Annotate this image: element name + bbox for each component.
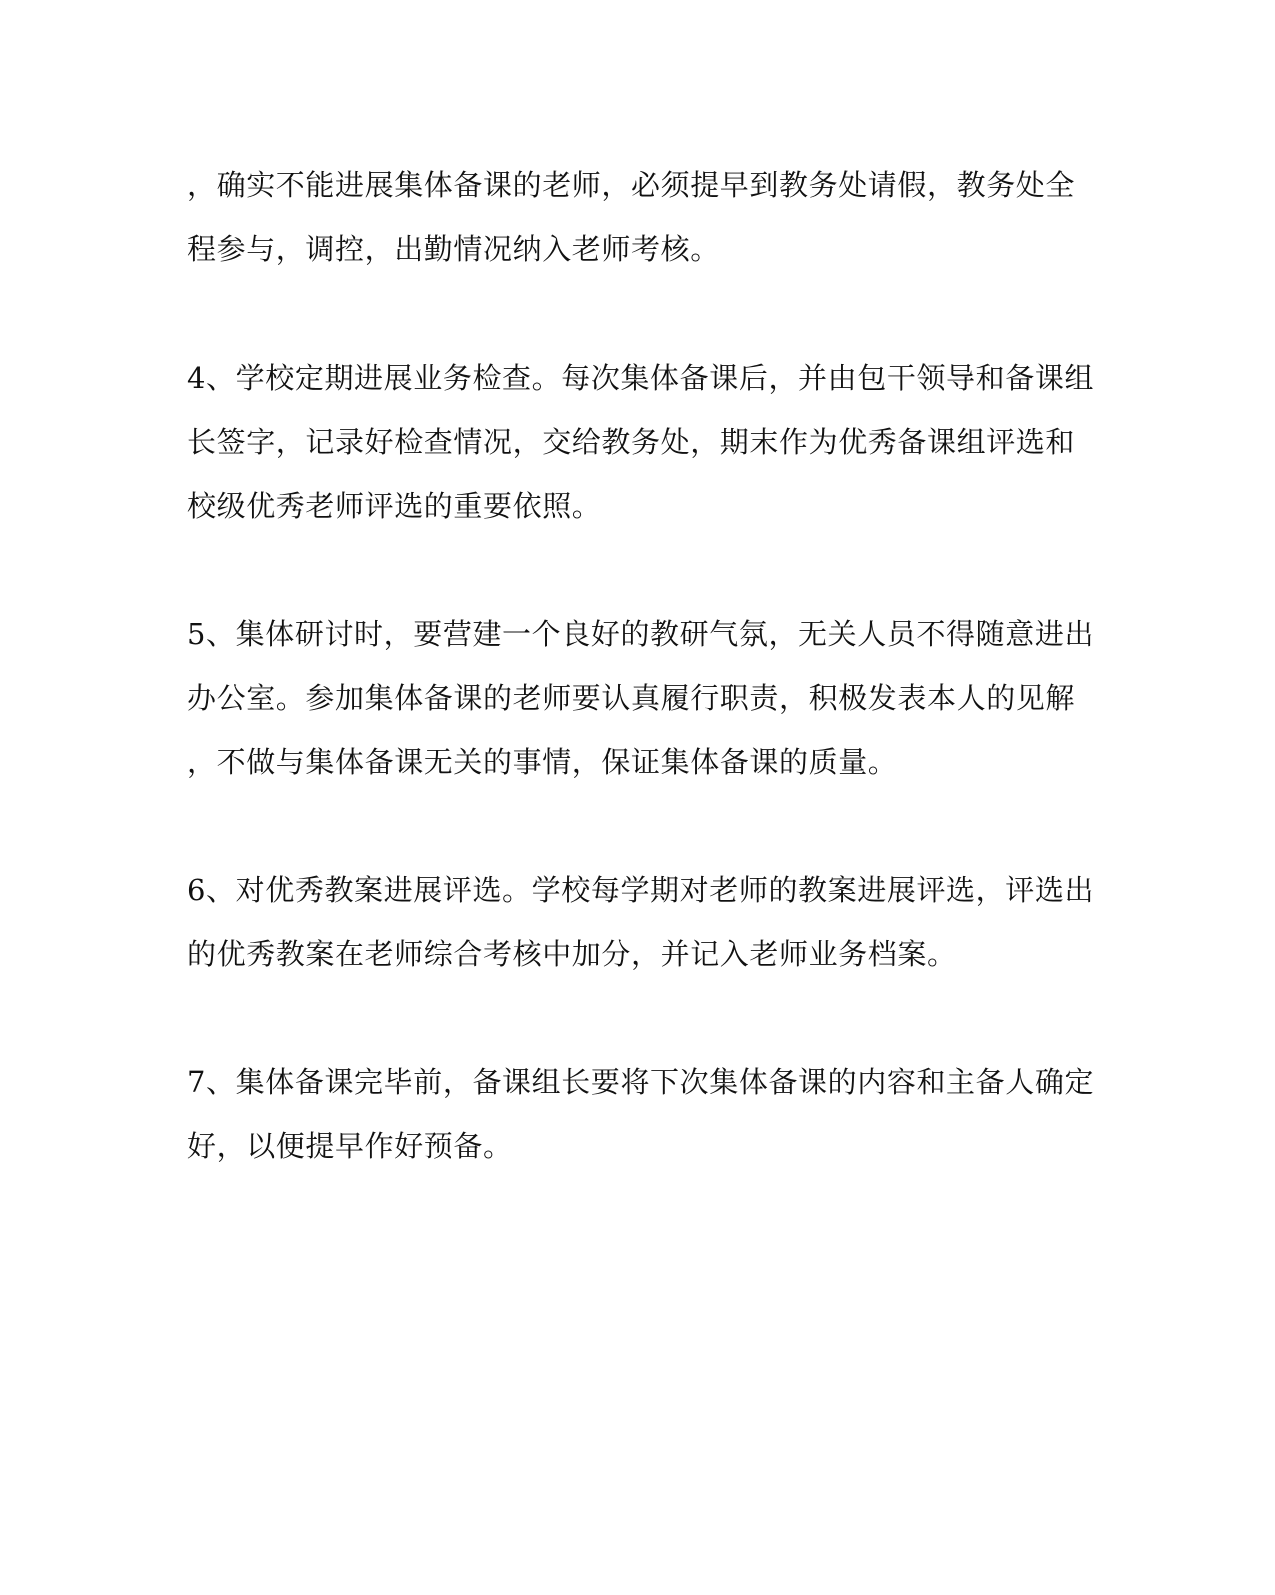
paragraph-4-line-2: 长签字，记录好检查情况，交给教务处，期末作为优秀备课组评选和 [187,425,1076,459]
paragraph-6-line-1: 6、对优秀教案进展评选。学校每学期对老师的教案进展评选，评选出 [187,873,1095,907]
paragraph-7-line-2: 好，以便提早作好预备。 [187,1129,513,1163]
paragraph-5-line-2: 办公室。参加集体备课的老师要认真履行职责，积极发表本人的见解 [187,681,1076,715]
paragraph-5-line-1: 5、集体研讨时，要营建一个良好的教研气氛，无关人员不得随意进出 [187,617,1095,651]
paragraph-6-line-2: 的优秀教案在老师综合考核中加分，并记入老师业务档案。 [187,937,957,971]
paragraph-5-line-3: ，不做与集体备课无关的事情，保证集体备课的质量。 [187,745,898,779]
paragraph-4-line-1: 4、学校定期进展业务检查。每次集体备课后，并由包干领导和备课组 [187,361,1095,395]
paragraph-7-line-1: 7、集体备课完毕前，备课组长要将下次集体备课的内容和主备人确定 [187,1065,1095,1099]
paragraph-1-line-1: ，确实不能进展集体备课的老师，必须提早到教务处请假，教务处全 [187,168,1076,202]
paragraph-1-line-2: 程参与，调控，出勤情况纳入老师考核。 [187,232,720,266]
paragraph-4-line-3: 校级优秀老师评选的重要依照。 [187,489,602,523]
